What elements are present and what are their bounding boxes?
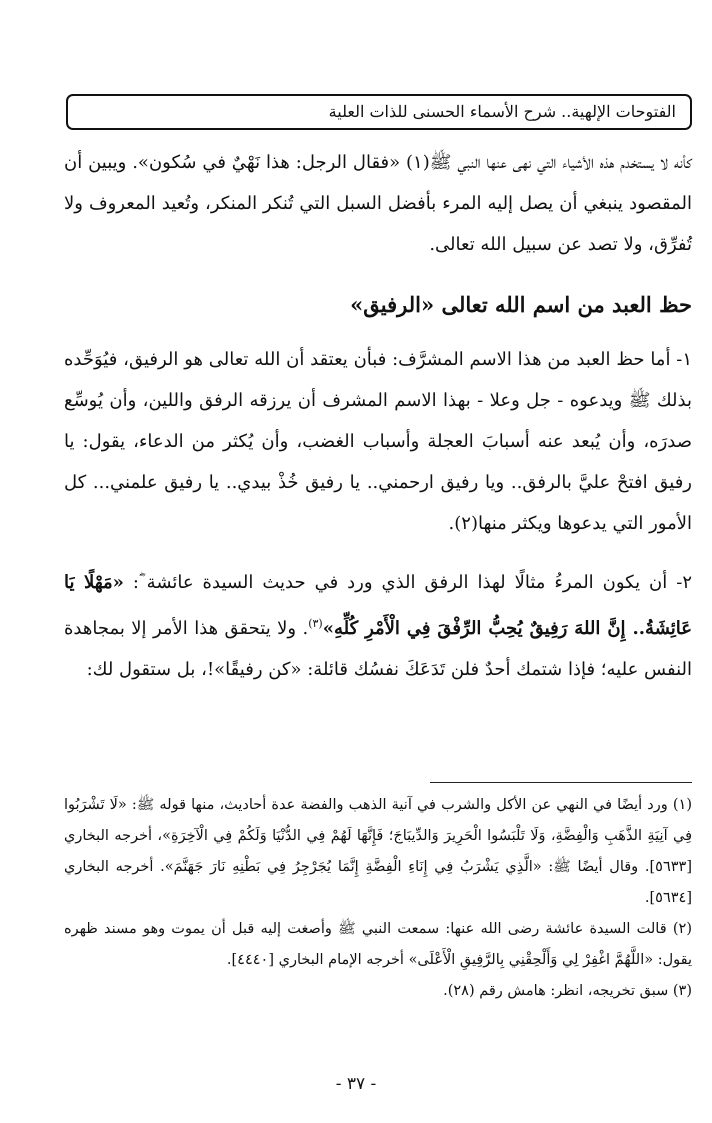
- running-header: [66, 94, 692, 130]
- point-2-text-end: . ولا يتحقق هذا الأمر إلا بمجاهدة النفس عليه؛ فإذا شتمك أحدٌ فلن تَدَعَكَ نفسُك قائلة: «كن رفيقًا»!، بل ستقول لك:: [64, 618, 692, 680]
- main-text: [64, 142, 692, 704]
- footnote-2: (٢) قالت السيدة عائشة رضى الله عنها: سمعت النبي ﷺ وأصغت إليه قبل أن يموت وهو مسند ظهره يقول: «اللَّهُمَّ اغْفِرْ لِي وَأَلْحِقْنِي بِالرَّفِيقِ الْأَعْلَى» أخرجه الإمام البخاري [٤٤٤٠].: [64, 921, 692, 968]
- point-2-text-start: ٢- أن يكون المرءُ مثالًا لهذا الرفق الذي ورد في حديث السيدة عائشة ؓ:: [123, 572, 692, 593]
- section-heading: حظ العبد من اسم الله تعالى «الرفيق»: [350, 292, 692, 317]
- intro-paragraph: كأنه لا يستخدم هذه الأشياء التي نهى عنها النبي ﷺ(١) «فقال الرجل: هذا نَهْيٌ في سُكون». ويبين أن المقصود ينبغي أن يصل إليه المرء بأفضل السبل التي تُنكر المنكر، وتُعيد المعروف ولا تُفرِّق، ولا تصد عن سبيل الله تعالى.: [64, 152, 692, 255]
- footnote-ref-3: (٣): [308, 617, 323, 630]
- header-title: الفتوحات الإلهية.. شرح الأسماء الحسنى للذات العلية: [328, 102, 676, 121]
- page-number: - ٣٧ -: [335, 1074, 377, 1094]
- footnote-divider: [430, 782, 692, 783]
- footnote-3: (٣) سبق تخريجه، انظر: هامش رقم (٢٨).: [443, 983, 692, 999]
- hadith-quote: «مَهْلًا يَا عَائِشَةُ.. إِنَّ اللهَ رَفِيقٌ يُحِبُّ الرِّفْقَ فِي الْأَمْرِ كُلِّهِ»: [64, 572, 692, 639]
- footnotes: [64, 790, 692, 1007]
- point-2-paragraph: [64, 562, 692, 690]
- footnote-1: (١) ورد أيضًا في النهي عن الأكل والشرب في آنية الذهب والفضة عدة أحاديث، منها قوله ﷺ: «لَا تَشْرَبُوا فِي آنِيَةِ الذَّهَبِ وَالْفِضَّةِ، وَلَا تَلْبَسُوا الْحَرِيرَ وَالدِّيبَاجَ؛ فَإِنَّهَا لَهُمْ فِي الدُّنْيَا وَلَكُمْ فِي الْآخِرَةِ»، أخرجه البخاري [٥٦٣٣]. وقال أيضًا ﷺ: «الَّذِي يَشْرَبُ فِي إِنَاءِ الْفِضَّةِ إِنَّمَا يُجَرْجِرُ فِي بَطْنِهِ نَارَ جَهَنَّمَ». أخرجه البخاري [٥٦٣٤].: [64, 797, 692, 906]
- point-1-paragraph: ١- أما حظ العبد من هذا الاسم المشرَّف: فبأن يعتقد أن الله تعالى هو الرفيق، فيُوَحِّده بذلك ﷺ ويدعوه - جل وعلا - بهذا الاسم المشرف أن يرزقه الرفق واللين، وأن يُوسِّع صدرَه، وأن يُبعد عنه أسبابَ العجلة وأسباب الغضب، وأن يُكثر من الدعاء، يقول: يا رفيق افتحْ عليَّ بالرفق.. ويا رفيق ارحمني.. يا رفيق خُذْ بيدي.. يا رفيق علمني... كل الأمور التي يدعوها ويكثر منها(٢).: [64, 349, 692, 534]
